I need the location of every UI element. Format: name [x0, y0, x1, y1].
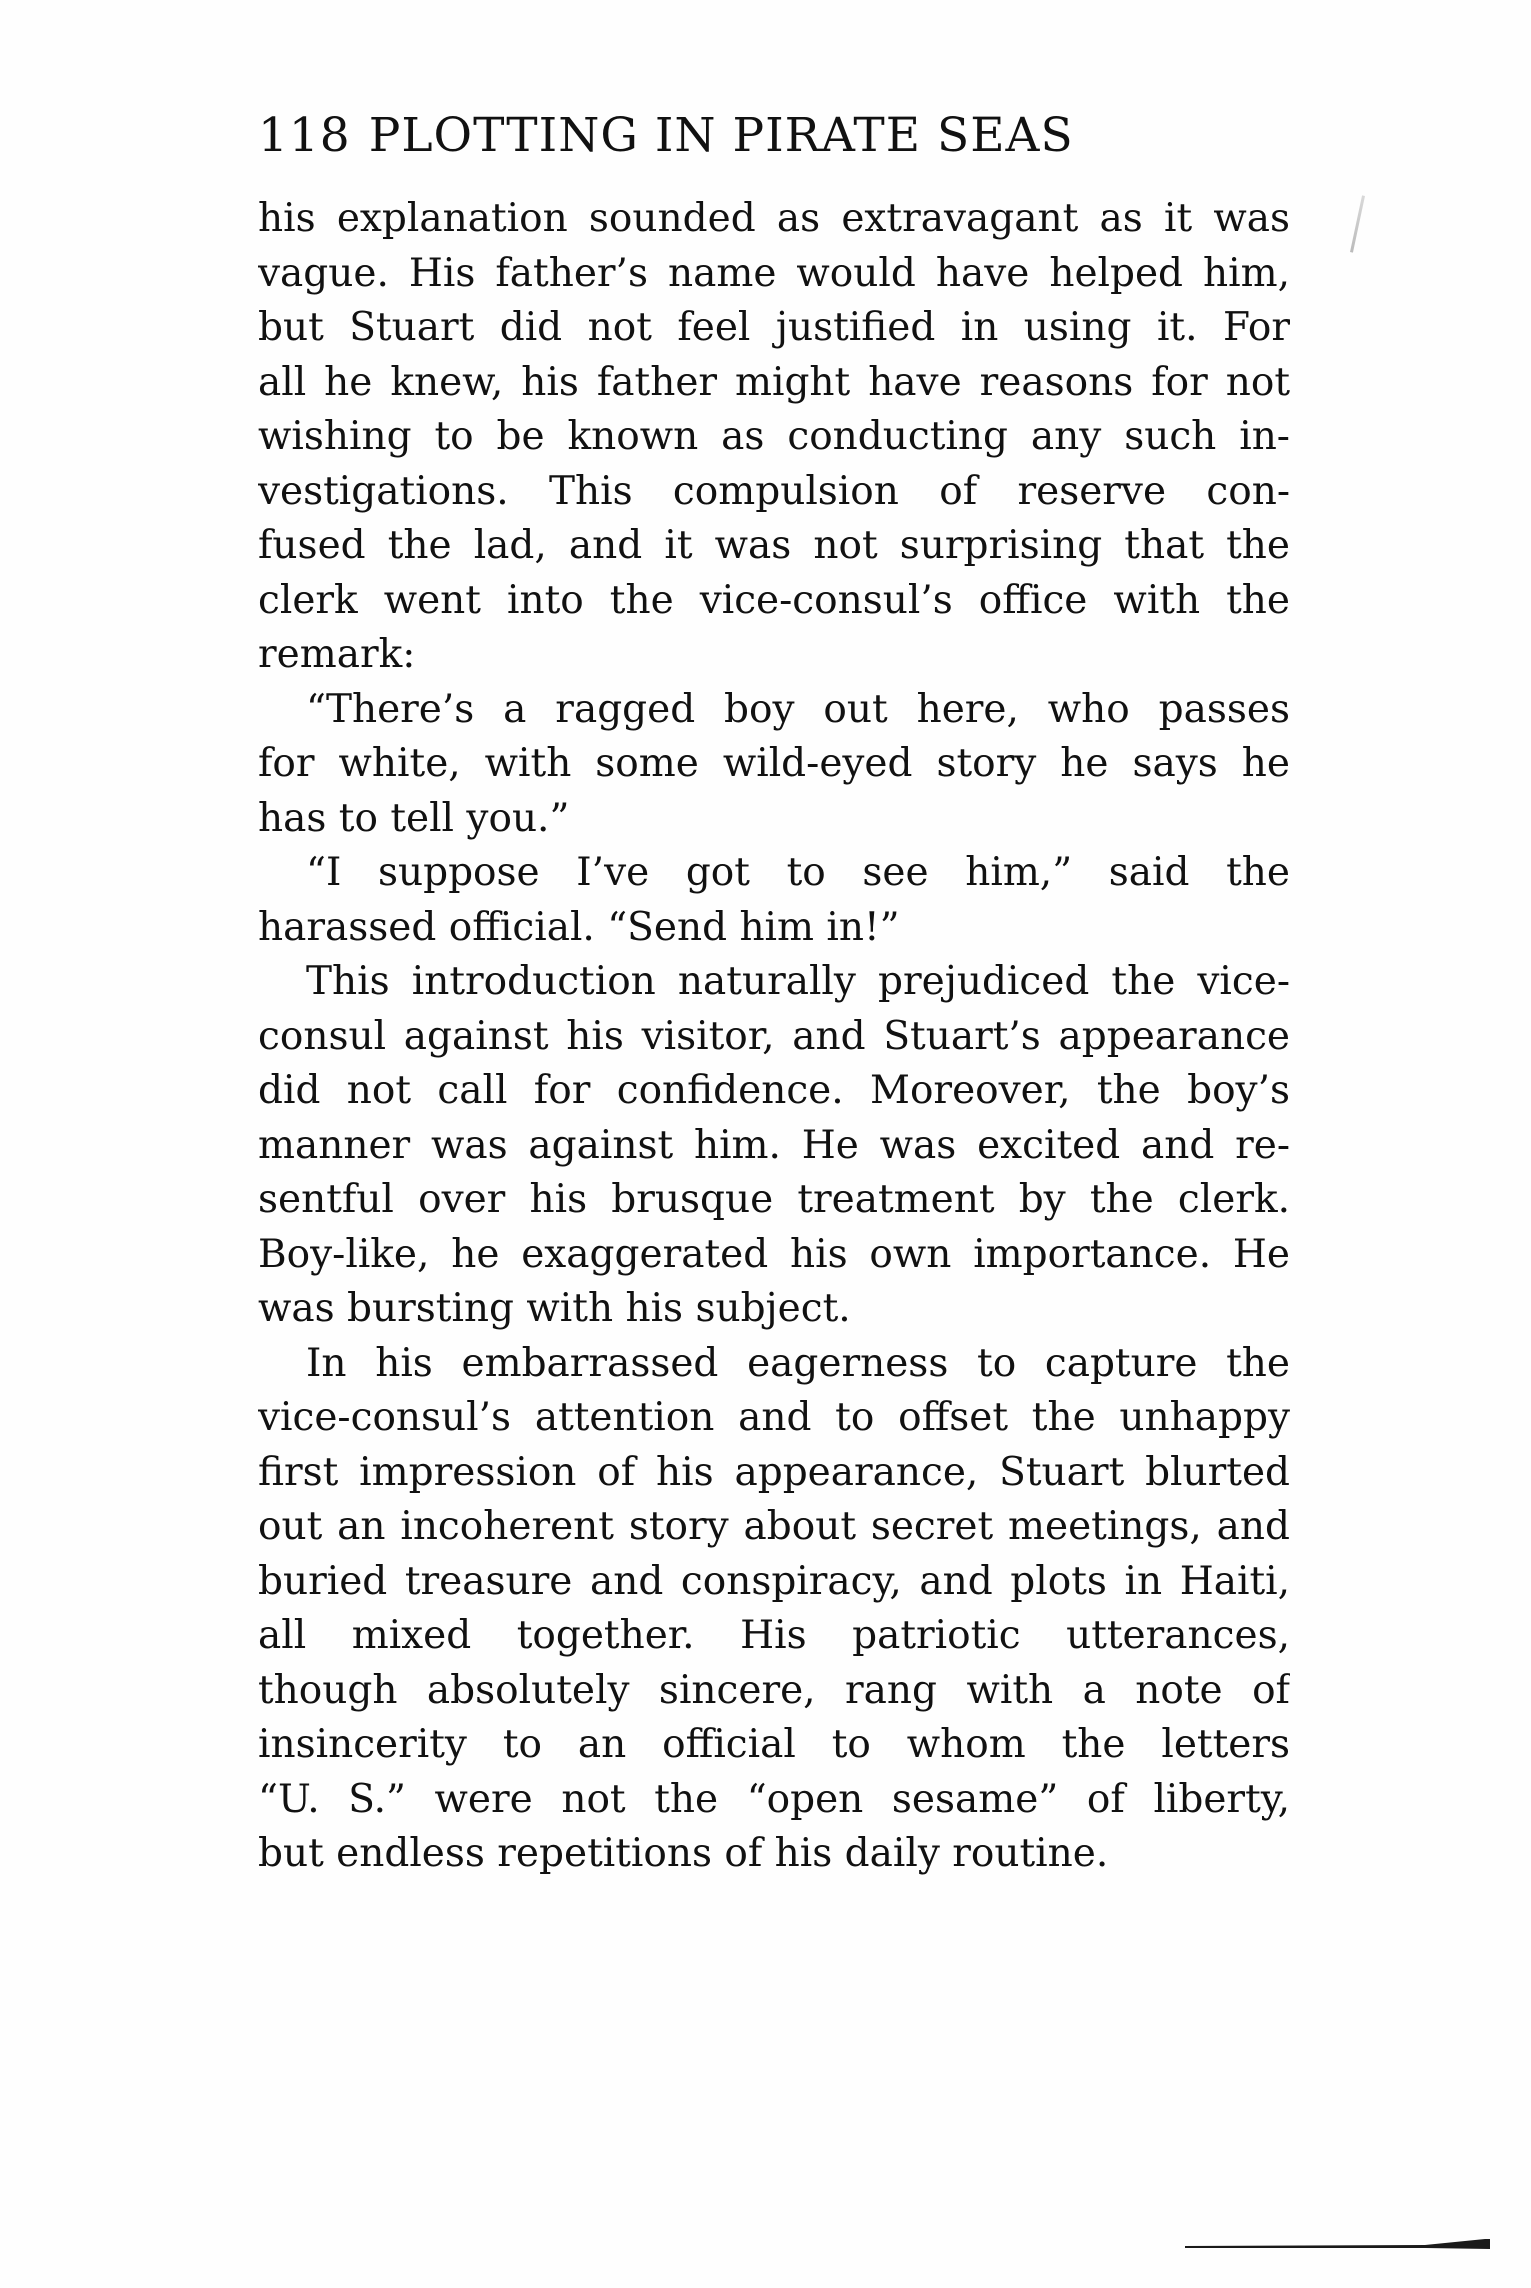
- paragraph-1: [258, 192, 1290, 683]
- text-line: “U. S.” were not the “open sesame” of liberty,: [258, 1776, 1290, 1822]
- paragraph-3: [258, 846, 1290, 955]
- text-line: “I suppose I’ve got to see him,” said the: [306, 850, 1290, 895]
- text-line: sentful over his brusque treatment by the clerk.: [258, 1177, 1290, 1222]
- text-line: vague. His father’s name would have helped him,: [258, 250, 1290, 296]
- text-line: but Stuart did not feel justified in using it. For: [258, 305, 1290, 350]
- paragraph-2: [258, 683, 1290, 847]
- text-line: fused the lad, and it was not surprising that the: [258, 523, 1290, 568]
- text-line: insincerity to an official to whom the letters: [258, 1722, 1290, 1767]
- stray-mark: [1350, 195, 1365, 252]
- text-line: has to tell you.”: [258, 795, 570, 841]
- text-line: his explanation sounded as extravagant as it was: [258, 196, 1290, 241]
- text-line: consul against his visitor, and Stuart’s appearance: [258, 1013, 1290, 1059]
- text-line: In his embarrassed eagerness to capture the: [306, 1340, 1290, 1386]
- text-line: buried treasure and conspiracy, and plots in Haiti,: [258, 1558, 1290, 1604]
- text-line: though absolutely sincere, rang with a note of: [258, 1667, 1290, 1713]
- text-line: did not call for confidence. Moreover, the boy’s: [258, 1068, 1290, 1113]
- paragraph-5: [258, 1337, 1290, 1882]
- text-line: was bursting with his subject.: [258, 1286, 851, 1331]
- scan-edge-mark: [1185, 2239, 1490, 2249]
- body-text: [258, 192, 1290, 1882]
- text-line: vestigations. This compulsion of reserve con-: [258, 468, 1290, 514]
- text-line: wishing to be known as conducting any such in-: [258, 414, 1290, 459]
- text-line: but endless repetitions of his daily routine.: [258, 1831, 1109, 1876]
- running-title: PLOTTING IN PIRATE SEAS: [368, 108, 1074, 163]
- paragraph-4: [258, 955, 1290, 1337]
- text-line: This introduction naturally prejudiced the vice-: [306, 959, 1290, 1004]
- text-line: remark:: [258, 632, 416, 677]
- text-line: all he knew, his father might have reasons for not: [258, 359, 1290, 405]
- text-line: for white, with some wild-eyed story he says he: [258, 741, 1290, 786]
- page-number: 118: [258, 108, 351, 163]
- running-header: [258, 108, 1288, 178]
- text-line: clerk went into the vice-consul’s office with the: [258, 577, 1290, 623]
- text-line: all mixed together. His patriotic utterances,: [258, 1613, 1290, 1658]
- text-line: out an incoherent story about secret meetings, and: [258, 1504, 1290, 1549]
- text-line: “There’s a ragged boy out here, who passes: [306, 686, 1290, 732]
- text-line: Boy-like, he exaggerated his own importance. He: [258, 1231, 1290, 1277]
- text-line: manner was against him. He was excited and re-: [258, 1122, 1290, 1168]
- text-line: harassed official. “Send him in!”: [258, 904, 900, 950]
- text-line: first impression of his appearance, Stuart blurted: [258, 1449, 1290, 1495]
- text-line: vice-consul’s attention and to offset the unhappy: [258, 1395, 1290, 1440]
